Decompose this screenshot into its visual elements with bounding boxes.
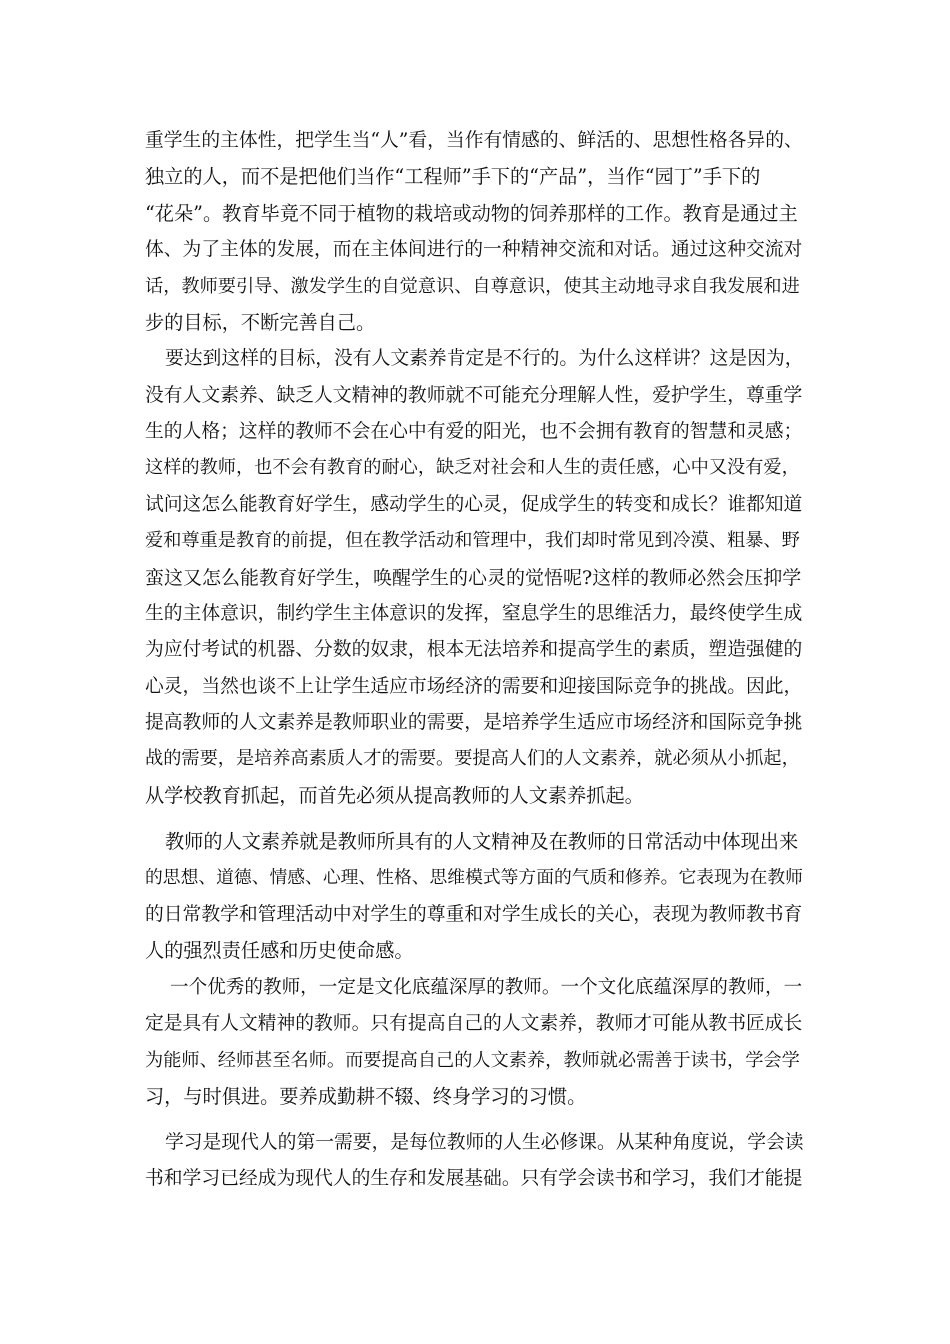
text-line: 教师的人文素养就是教师所具有的人文精神及在教师的日常活动中体现出来 <box>165 830 799 853</box>
text-line: 习，与时俱进。要养成勤耕不辍、终身学习的习惯。 <box>145 1085 587 1108</box>
text-line: 没有人文素养、缺乏人文精神的教师就不可能充分理解人性，爱护学生，尊重学 <box>145 385 803 406</box>
text-line: 独立的人，而不是把他们当作“工程师”手下的“产品”，当作“园丁”手下的 <box>145 165 761 188</box>
text-line: 蛮这又怎么能教育好学生，唤醒学生的心灵的觉悟呢?这样的教师必然会压抑学 <box>145 567 802 589</box>
text-line: 一个优秀的教师，一定是文化底蕴深厚的教师。一个文化底蕴深厚的教师，一 <box>170 977 803 998</box>
text-line: 从学校教育抓起，而首先必须从提高教师的人文素养抓起。 <box>145 784 644 807</box>
text-line: 心灵，当然也谈不上让学生适应市场经济的需要和迎接国际竞争的挑战。因此， <box>145 676 803 697</box>
text-line: “花朵”。教育毕竟不同于植物的栽培或动物的饲养那样的工作。教育是通过主 <box>145 202 798 225</box>
text-line: 这样的教师，也不会有教育的耐心，缺乏对社会和人生的责任感，心中又没有爱， <box>145 457 800 478</box>
text-line: 学习是现代人的第一需要，是每位教师的人生必修课。从某种角度说，学会读 <box>165 1132 804 1153</box>
text-line: 生的人格；这样的教师不会在心中有爱的阳光，也不会拥有教育的智慧和灵感； <box>145 421 803 442</box>
text-line: 的思想、道德、情感、心理、性格、思维模式等方面的气质和修养。它表现为在教师 <box>145 867 803 888</box>
text-line: 为应付考试的机器、分数的奴隶，根本无法培养和提高学生的素质，塑造强健的 <box>145 639 803 660</box>
text-line: 定是具有人文精神的教师。只有提高自己的人文素养，教师才可能从教书匠成长 <box>145 1013 803 1034</box>
text-line: 重学生的主体性，把学生当“人”看，当作有情感的、鲜活的、思想性格各异的、 <box>145 130 803 151</box>
text-line: 的日常教学和管理活动中对学生的尊重和对学生成长的关心，表现为教师教书育 <box>145 904 803 925</box>
text-line: 书和学习已经成为现代人的生存和发展基础。只有学会读书和学习，我们才能提 <box>145 1168 803 1189</box>
text-line: 话，教师要引导、激发学生的自觉意识、自尊意识，使其主动地寻求自我发展和进 <box>145 276 800 297</box>
text-line: 生的主体意识，制约学生主体意识的发挥，窒息学生的思维活力，最终使学生成 <box>145 603 803 624</box>
text-line: 战的需要，是培养高素质人才的需要。要提高人们的人文素养，就必须从小抓起， <box>145 748 800 769</box>
text-line: 体、为了主体的发展，而在主体间进行的一种精神交流和对话。通过这种交流对 <box>145 239 803 260</box>
text-line: 试问这怎么能教育好学生，感动学生的心灵，促成学生的转变和成长？谁都知道 <box>145 494 803 515</box>
text-line: 步的目标，不断完善自己。 <box>145 311 376 334</box>
text-line: 要达到这样的目标，没有人文素养肯定是不行的。为什么这样讲？这是因为， <box>165 348 804 369</box>
text-line: 爱和尊重是教育的前提，但在教学活动和管理中，我们却时常见到冷漠、粗暴、野 <box>145 530 800 551</box>
text-line: 为能师、经师甚至名师。而要提高自己的人文素养，教师就必需善于读书，学会学 <box>145 1050 800 1071</box>
text-line: 人的强烈责任感和历史使命感。 <box>145 939 414 962</box>
text-line: 提高教师的人文素养是教师职业的需要，是培养学生适应市场经济和国际竞争挑 <box>145 712 803 733</box>
